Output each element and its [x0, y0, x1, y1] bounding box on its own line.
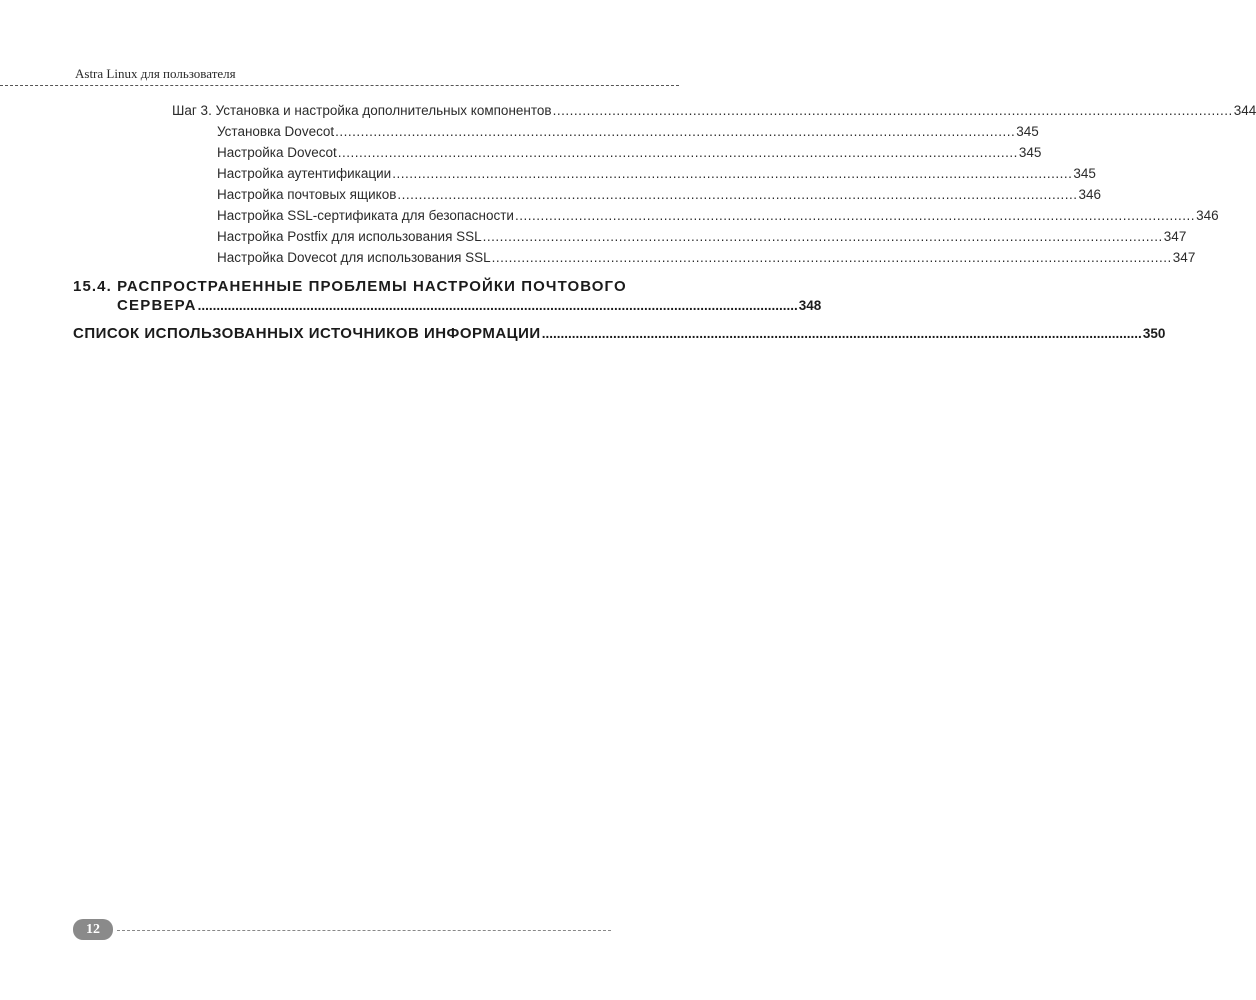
- toc-entry-page: 348: [798, 298, 822, 313]
- toc-entry-step3[interactable]: [172, 103, 1256, 118]
- toc-entry-title: Настройка Dovecot: [217, 145, 337, 160]
- page-number-badge: 12: [73, 919, 113, 940]
- header-divider: [0, 85, 679, 86]
- toc-entry-page: 344: [1233, 103, 1256, 118]
- footer-divider: [117, 930, 611, 931]
- toc-entry[interactable]: [217, 187, 1102, 202]
- toc-entry[interactable]: [217, 250, 1196, 265]
- toc-entry-sources[interactable]: [73, 325, 1166, 342]
- toc-leader-dots: ................................................................................................................................................................: [541, 326, 1142, 341]
- toc-entry-page: 346: [1078, 187, 1102, 202]
- toc-entry[interactable]: [217, 145, 1042, 160]
- toc-entry-title: Настройка Dovecot для использования SSL: [217, 250, 491, 265]
- toc-section-title[interactable]: 15.4. РАСПРОСТРАНЕННЫЕ ПРОБЛЕМЫ НАСТРОЙКИ ПОЧТОВОГО: [73, 278, 627, 295]
- toc-entry-page: 347: [1163, 229, 1187, 244]
- toc-entry-title: Настройка Postfix для использования SSL: [217, 229, 482, 244]
- toc-entry[interactable]: [217, 166, 1096, 181]
- toc-leader-dots: ................................................................................................................................................................: [514, 208, 1196, 223]
- toc-entry-title: Настройка аутентификации: [217, 166, 392, 181]
- toc-entry-page: 346: [1196, 208, 1219, 223]
- toc-leader-dots: ................................................................................................................................................................: [337, 145, 1018, 160]
- toc-leader-dots: ................................................................................................................................................................: [335, 124, 1016, 139]
- toc-entry-title: Шаг 3. Установка и настройка дополнительных компонентов: [172, 103, 552, 118]
- toc-entry[interactable]: [217, 208, 1219, 223]
- toc-entry-page: 347: [1172, 250, 1196, 265]
- toc-leader-dots: ................................................................................................................................................................: [552, 103, 1233, 118]
- toc-leader-dots: ................................................................................................................................................................: [197, 298, 798, 313]
- toc-entry-title: СПИСОК ИСПОЛЬЗОВАННЫХ ИСТОЧНИКОВ ИНФОРМАЦИИ: [73, 325, 541, 342]
- toc-entry-page: 350: [1142, 326, 1166, 341]
- toc-entry[interactable]: [217, 229, 1187, 244]
- toc-entry[interactable]: [217, 124, 1039, 139]
- toc-leader-dots: ................................................................................................................................................................: [482, 229, 1163, 244]
- toc-entry-page: 345: [1016, 124, 1039, 139]
- toc-entry-page: 345: [1018, 145, 1042, 160]
- toc-entry-page: 345: [1073, 166, 1096, 181]
- toc-entry-section-15-4[interactable]: [117, 297, 822, 314]
- toc-entry-title: СЕРВЕРА: [117, 297, 197, 314]
- toc-entry-title: Настройка почтовых ящиков: [217, 187, 397, 202]
- running-header-title: Astra Linux для пользователя: [75, 66, 236, 81]
- toc-entry-title: Установка Dovecot: [217, 124, 335, 139]
- toc-entry-title: Настройка SSL-сертификата для безопасности: [217, 208, 514, 223]
- toc-leader-dots: ................................................................................................................................................................: [397, 187, 1078, 202]
- toc-leader-dots: ................................................................................................................................................................: [491, 250, 1172, 265]
- toc-leader-dots: ................................................................................................................................................................: [392, 166, 1073, 181]
